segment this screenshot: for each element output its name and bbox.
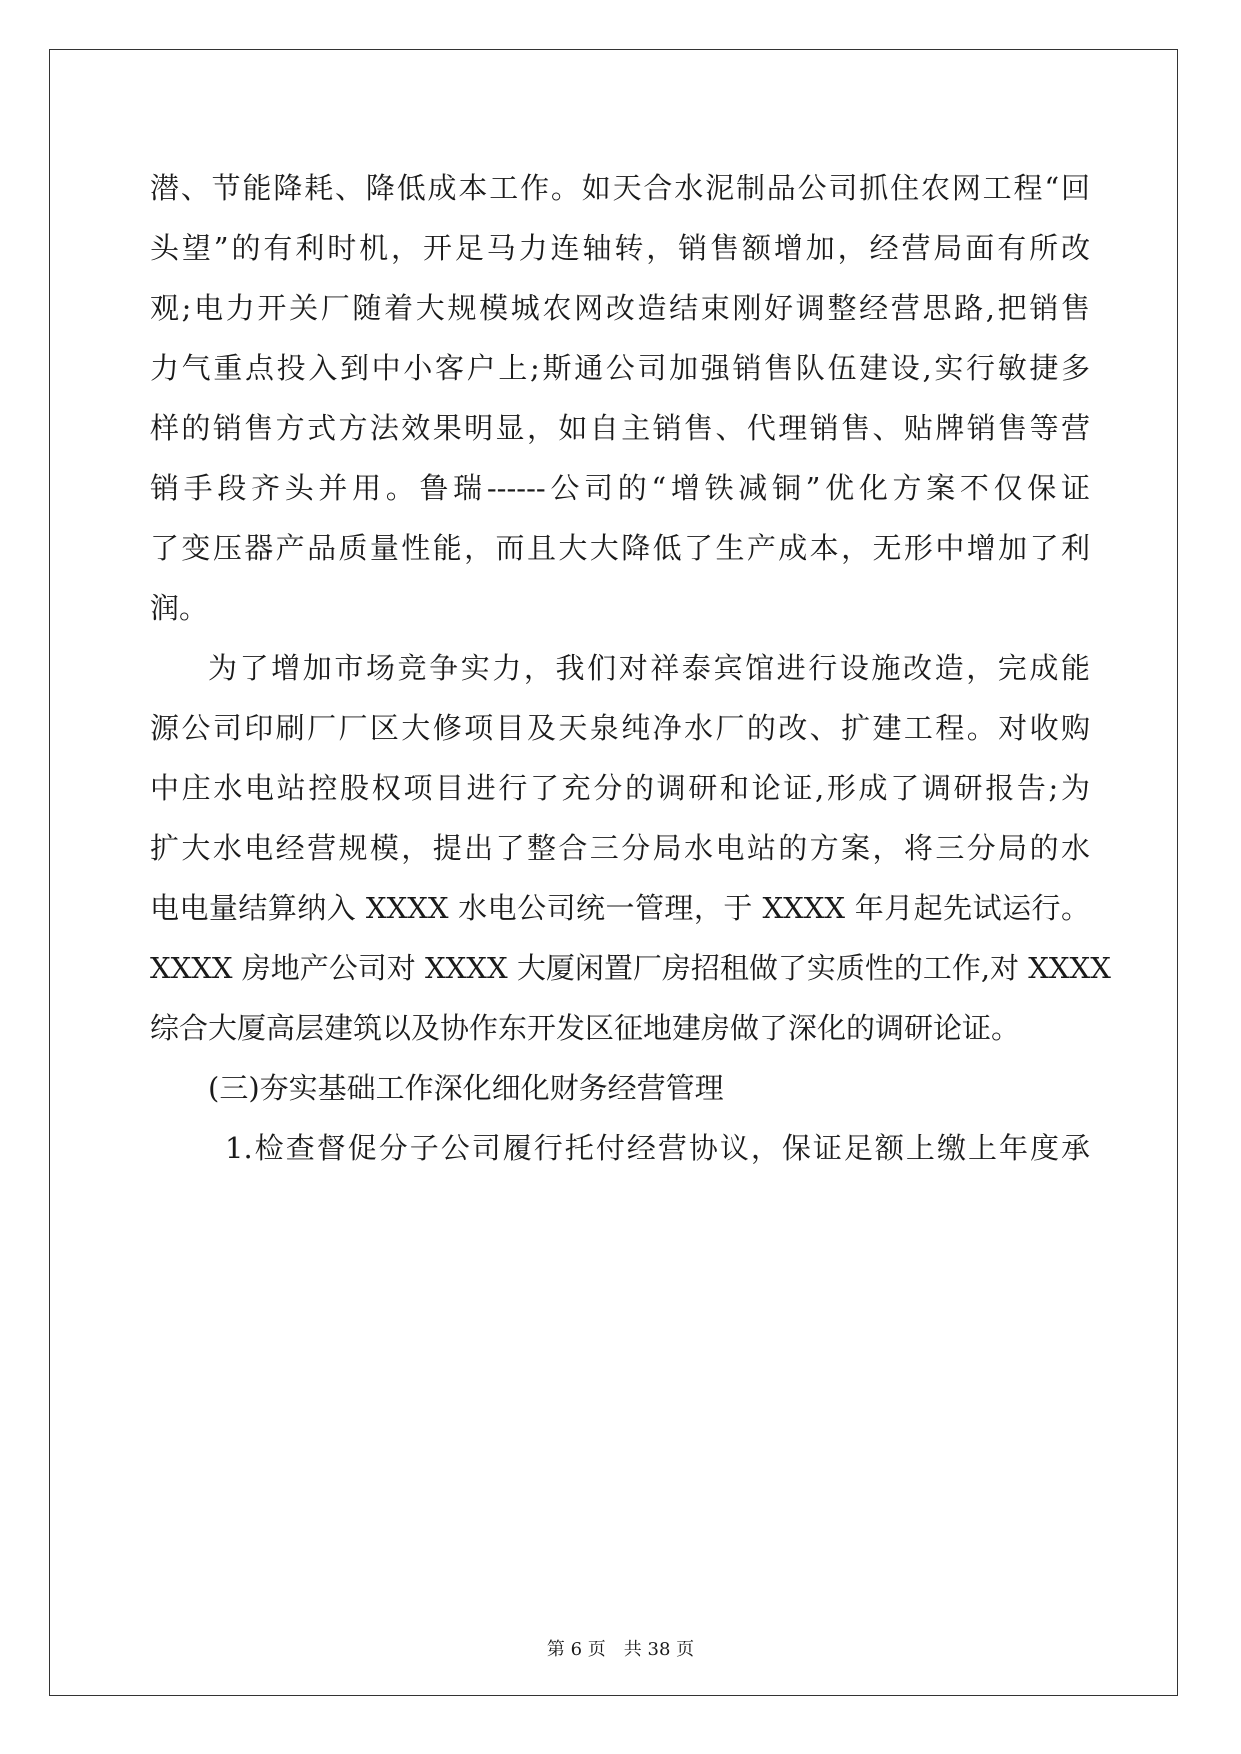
text-line: 润。 xyxy=(150,591,209,625)
page-number: 第 6 页 xyxy=(546,1639,606,1660)
text-line: 源公司印刷厂厂区大修项目及天泉纯净水厂的改、扩建工程。对收购 xyxy=(150,711,1090,745)
text-line: 1.检查督促分子公司履行托付经营协议，保证足额上缴上年度承 xyxy=(225,1131,1090,1165)
document-body xyxy=(150,158,1111,1178)
text-line: 销手段齐头并用。鲁瑞------公司的“增铁减铜”优化方案不仅保证 xyxy=(150,471,1090,505)
text-line: 电电量结算纳入 XXXX 水电公司统一管理，于 XXXX 年月起先试运行。 xyxy=(150,891,1090,925)
text-line: 为了增加市场竞争实力，我们对祥泰宾馆进行设施改造，完成能 xyxy=(208,651,1090,685)
page-footer xyxy=(0,1635,1241,1661)
text-line: 头望”的有利时机，开足马力连轴转，销售额增加，经营局面有所改 xyxy=(150,231,1090,265)
text-line: 扩大水电经营规模，提出了整合三分局水电站的方案，将三分局的水 xyxy=(150,831,1090,865)
text-line: XXXX 房地产公司对 XXXX 大厦闲置厂房招租做了实质性的工作,对 XXXX xyxy=(150,951,1111,985)
text-line: 综合大厦高层建筑以及协作东开发区征地建房做了深化的调研论证。 xyxy=(150,1011,1021,1045)
text-line: 中庄水电站控股权项目进行了充分的调研和论证,形成了调研报告;为 xyxy=(150,771,1090,805)
text-line: 潜、节能降耗、降低成本工作。如天合水泥制品公司抓住农网工程“回 xyxy=(150,171,1090,205)
page-total: 共 38 页 xyxy=(623,1639,695,1660)
text-line: 力气重点投入到中小客户上;斯通公司加强销售队伍建设,实行敏捷多 xyxy=(150,351,1090,385)
section-heading: (三)夯实基础工作深化细化财务经营管理 xyxy=(208,1071,724,1105)
text-line: 了变压器产品质量性能，而且大大降低了生产成本，无形中增加了利 xyxy=(150,531,1090,565)
text-line: 样的销售方式方法效果明显，如自主销售、代理销售、贴牌销售等营 xyxy=(150,411,1090,445)
text-line: 观;电力开关厂随着大规模城农网改造结束刚好调整经营思路,把销售 xyxy=(150,291,1090,325)
